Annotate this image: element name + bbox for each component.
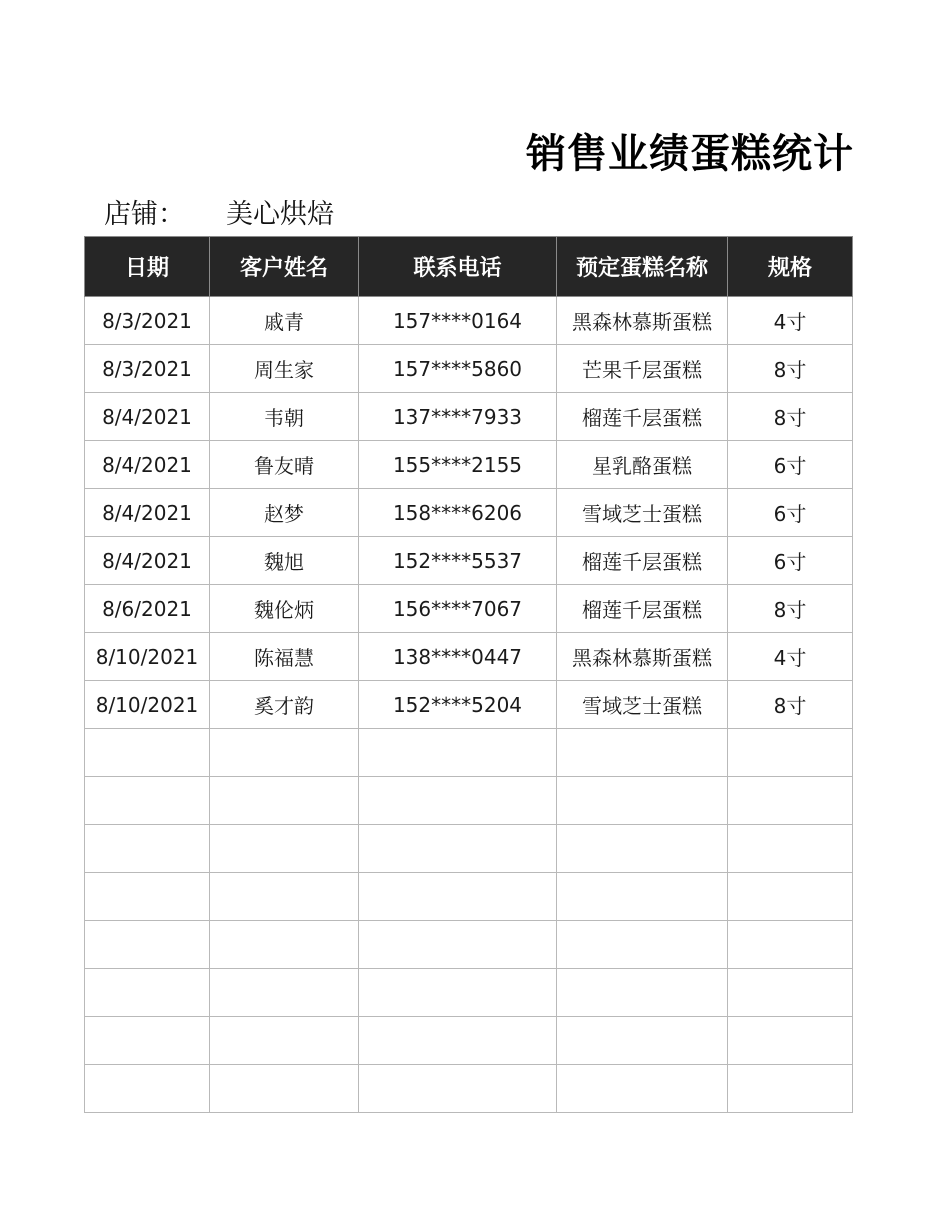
cell-phone: 152****5537 xyxy=(359,537,557,585)
cell-customer-name xyxy=(210,1017,359,1065)
header-customer-name: 客户姓名 xyxy=(210,237,359,297)
cell-customer-name xyxy=(210,777,359,825)
cell-phone xyxy=(359,1017,557,1065)
cell-phone: 155****2155 xyxy=(359,441,557,489)
table-row xyxy=(85,825,853,873)
cell-cake-name: 芒果千层蛋糕 xyxy=(557,345,728,393)
header-cake-name: 预定蛋糕名称 xyxy=(557,237,728,297)
cell-customer-name xyxy=(210,921,359,969)
cell-phone: 156****7067 xyxy=(359,585,557,633)
cell-customer-name: 魏伦炳 xyxy=(210,585,359,633)
cell-size xyxy=(728,825,853,873)
cell-cake-name xyxy=(557,969,728,1017)
cell-phone: 157****0164 xyxy=(359,297,557,345)
cell-size xyxy=(728,921,853,969)
cell-phone xyxy=(359,921,557,969)
cell-cake-name: 星乳酪蛋糕 xyxy=(557,441,728,489)
cell-customer-name: 魏旭 xyxy=(210,537,359,585)
cell-date: 8/3/2021 xyxy=(85,345,210,393)
cell-customer-name: 周生家 xyxy=(210,345,359,393)
table-row xyxy=(85,393,853,441)
cell-size xyxy=(728,777,853,825)
cell-date: 8/4/2021 xyxy=(85,441,210,489)
cell-customer-name: 韦朝 xyxy=(210,393,359,441)
table-row xyxy=(85,537,853,585)
cell-phone xyxy=(359,969,557,1017)
cell-date: 8/10/2021 xyxy=(85,681,210,729)
cell-customer-name: 陈福慧 xyxy=(210,633,359,681)
cell-size xyxy=(728,873,853,921)
header-phone: 联系电话 xyxy=(359,237,557,297)
cell-date: 8/4/2021 xyxy=(85,393,210,441)
cell-customer-name xyxy=(210,873,359,921)
cell-customer-name xyxy=(210,729,359,777)
cell-size: 8寸 xyxy=(728,345,853,393)
cell-date: 8/4/2021 xyxy=(85,537,210,585)
cell-phone xyxy=(359,729,557,777)
cell-phone: 152****5204 xyxy=(359,681,557,729)
cell-date xyxy=(85,921,210,969)
cell-phone xyxy=(359,777,557,825)
store-info xyxy=(104,192,334,231)
header-row xyxy=(85,237,853,297)
table-row xyxy=(85,681,853,729)
cell-cake-name: 榴莲千层蛋糕 xyxy=(557,585,728,633)
table-body xyxy=(85,297,853,1113)
cell-cake-name: 黑森林慕斯蛋糕 xyxy=(557,633,728,681)
table-row xyxy=(85,441,853,489)
cell-date xyxy=(85,729,210,777)
table-row xyxy=(85,633,853,681)
table-row xyxy=(85,1017,853,1065)
cell-size xyxy=(728,1017,853,1065)
cell-customer-name: 戚青 xyxy=(210,297,359,345)
cell-size xyxy=(728,969,853,1017)
table-row xyxy=(85,873,853,921)
cell-cake-name xyxy=(557,873,728,921)
table-row xyxy=(85,777,853,825)
cell-date: 8/6/2021 xyxy=(85,585,210,633)
cell-date: 8/4/2021 xyxy=(85,489,210,537)
table-row xyxy=(85,345,853,393)
cell-size: 8寸 xyxy=(728,681,853,729)
cell-size: 8寸 xyxy=(728,585,853,633)
page-title: 销售业绩蛋糕统计 xyxy=(526,131,854,177)
cell-customer-name xyxy=(210,1065,359,1113)
cell-phone: 158****6206 xyxy=(359,489,557,537)
cell-date xyxy=(85,969,210,1017)
cell-phone xyxy=(359,825,557,873)
cell-customer-name: 赵梦 xyxy=(210,489,359,537)
cell-cake-name: 榴莲千层蛋糕 xyxy=(557,393,728,441)
cell-phone: 138****0447 xyxy=(359,633,557,681)
table-row xyxy=(85,921,853,969)
header-date: 日期 xyxy=(85,237,210,297)
store-label: 店铺： xyxy=(104,199,185,230)
cell-date xyxy=(85,777,210,825)
cell-cake-name: 雪域芝士蛋糕 xyxy=(557,489,728,537)
table-row xyxy=(85,969,853,1017)
cell-size: 4寸 xyxy=(728,633,853,681)
cell-cake-name: 榴莲千层蛋糕 xyxy=(557,537,728,585)
cell-customer-name xyxy=(210,825,359,873)
cell-date: 8/3/2021 xyxy=(85,297,210,345)
cell-cake-name: 黑森林慕斯蛋糕 xyxy=(557,297,728,345)
table-row xyxy=(85,585,853,633)
store-name: 美心烘焙 xyxy=(226,199,334,230)
cell-cake-name xyxy=(557,1065,728,1113)
cell-cake-name xyxy=(557,825,728,873)
cell-cake-name xyxy=(557,921,728,969)
cell-phone xyxy=(359,873,557,921)
cell-cake-name xyxy=(557,777,728,825)
cell-date xyxy=(85,825,210,873)
cell-size: 4寸 xyxy=(728,297,853,345)
cell-date xyxy=(85,1017,210,1065)
cell-customer-name xyxy=(210,969,359,1017)
cell-customer-name: 鲁友晴 xyxy=(210,441,359,489)
cell-cake-name xyxy=(557,1017,728,1065)
cell-phone: 137****7933 xyxy=(359,393,557,441)
cell-size xyxy=(728,729,853,777)
table-header xyxy=(85,237,853,297)
cell-date xyxy=(85,873,210,921)
cell-size: 6寸 xyxy=(728,489,853,537)
cell-size: 8寸 xyxy=(728,393,853,441)
cell-size: 6寸 xyxy=(728,441,853,489)
cell-size: 6寸 xyxy=(728,537,853,585)
cell-date xyxy=(85,1065,210,1113)
header-size: 规格 xyxy=(728,237,853,297)
table-row xyxy=(85,729,853,777)
cell-cake-name: 雪域芝士蛋糕 xyxy=(557,681,728,729)
table-row xyxy=(85,489,853,537)
cell-customer-name: 奚才韵 xyxy=(210,681,359,729)
cell-date: 8/10/2021 xyxy=(85,633,210,681)
cell-cake-name xyxy=(557,729,728,777)
table-row xyxy=(85,297,853,345)
table-row xyxy=(85,1065,853,1113)
cell-phone: 157****5860 xyxy=(359,345,557,393)
cell-size xyxy=(728,1065,853,1113)
cell-phone xyxy=(359,1065,557,1113)
sales-table xyxy=(84,236,853,1113)
